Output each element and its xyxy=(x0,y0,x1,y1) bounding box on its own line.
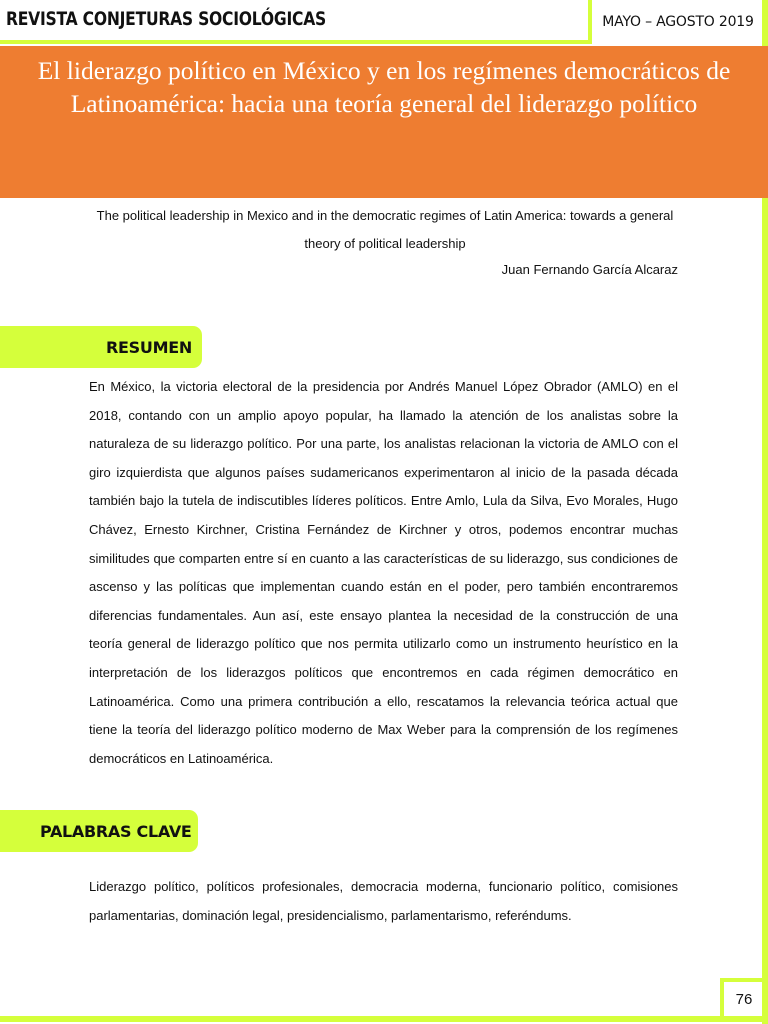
page-number: 76 xyxy=(720,978,764,1016)
abstract-heading: RESUMEN xyxy=(0,326,202,368)
issue-date: MAYO – AGOSTO 2019 xyxy=(588,0,764,44)
keywords-heading: PALABRAS CLAVE xyxy=(0,810,198,852)
abstract-text: En México, la victoria electoral de la presidencia por Andrés Manuel López Obrador (AMLO) en el 2018, contando con un amplio apoyo popular, ha llamado la atención de los analistas sobre la naturaleza de su liderazgo político. Por una parte, los analistas relacionan la victoria de AMLO con el giro izquierdista que algunos países sudamericanos experimentaron al inicio de la pasada década también bajo la tutela de indiscutibles líderes políticos. Entre Amlo, Lula da Silva, Evo Morales, Hugo Chávez, Ernesto Kirchner, Cristina Fernández de Kirchner y otros, podemos encontrar muchas similitudes que comparten entre sí en cuanto a las características de su liderazgo, sus condiciones de ascenso y las políticas que implementan cuando están en el poder, pero también encontraremos diferencias fundamentales. Aun así, este ensayo plantea la necesidad de la construcción de una teoría general de liderazgo político que nos permita utilizarlo como un instrumento heurístico en la interpretación de los liderazgos políticos que encontremos en cada régimen democrático en Latinoamérica. Como una primera contribución a ello, rescatamos la relevancia teórica actual que tiene la teoría del liderazgo político moderno de Max Weber para la comprensión de los regímenes democráticos en Latinoamérica. xyxy=(89,379,678,766)
journal-title: REVISTA CONJETURAS SOCIOLÓGICAS xyxy=(6,8,326,30)
title-banner xyxy=(0,46,768,198)
author-name: Juan Fernando García Alcaraz xyxy=(501,262,678,277)
keywords-text: Liderazgo político, políticos profesionales, democracia moderna, funcionario político, comisiones parlamentarias, dominación legal, presidencialismo, parlamentarismo, referéndums. xyxy=(89,879,678,923)
english-title: The political leadership in Mexico and in the democratic regimes of Latin America: towards a general theory of political leadership xyxy=(96,208,674,251)
bottom-rule xyxy=(0,1016,768,1022)
article-title: El liderazgo político en México y en los regímenes democráticos de Latinoamérica: hacia una teoría general del liderazgo político xyxy=(37,56,731,118)
header-rule xyxy=(0,40,590,44)
